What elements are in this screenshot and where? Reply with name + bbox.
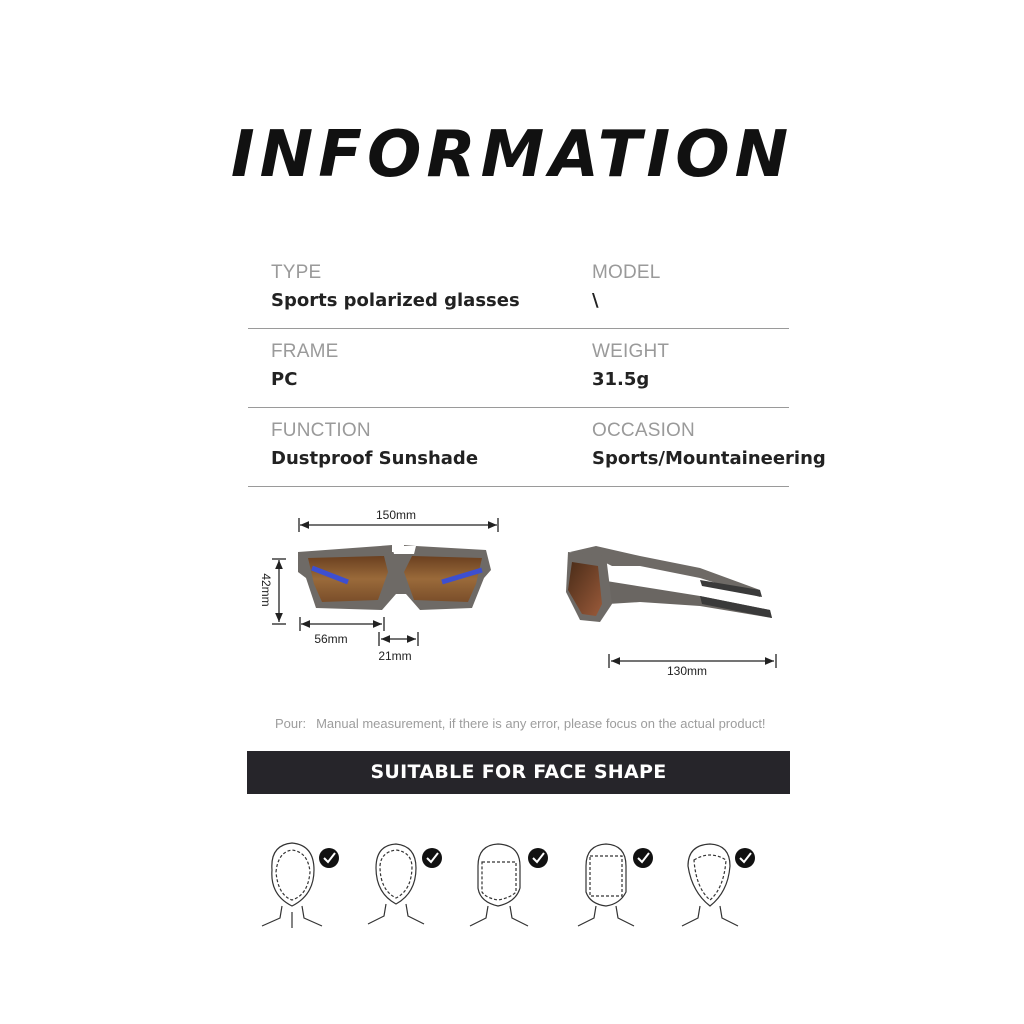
spec-value: Dustproof Sunshade [271,448,479,469]
lens-width-label: 56mm [314,632,348,646]
rectangle-face-icon [578,844,634,926]
check-icon [422,848,442,868]
note-text: Manual measurement, if there is any error, please focus on the actual product! [316,716,766,731]
check-icon [528,848,548,868]
heart-face-icon [682,844,738,926]
oval-face-icon [368,844,424,924]
temple-length-label: 130mm [666,664,708,678]
spec-label: TYPE [271,262,322,283]
check-icon [633,848,653,868]
page-title: INFORMATION [230,118,794,192]
spec-value: Sports polarized glasses [271,290,520,311]
spec-value: Sports/Mountaineering [592,448,826,469]
frame-width-label: 150mm [375,508,417,522]
spec-label: OCCASION [592,420,695,441]
check-icon [735,848,755,868]
spec-value: \ [592,290,599,311]
bridge-label: 21mm [378,649,412,663]
spec-value: 31.5g [592,369,650,390]
spec-label: FUNCTION [271,420,371,441]
face-shape-banner: SUITABLE FOR FACE SHAPE [247,751,790,794]
square-face-icon [470,844,528,926]
check-icon [319,848,339,868]
lens-height-label: 42mm [259,573,273,607]
spec-value: PC [271,369,298,390]
spec-label: FRAME [271,341,339,362]
spec-label: WEIGHT [592,341,670,362]
round-face-icon [262,843,322,928]
spec-label: MODEL [592,262,661,283]
note-prefix: Pour: [275,716,307,731]
